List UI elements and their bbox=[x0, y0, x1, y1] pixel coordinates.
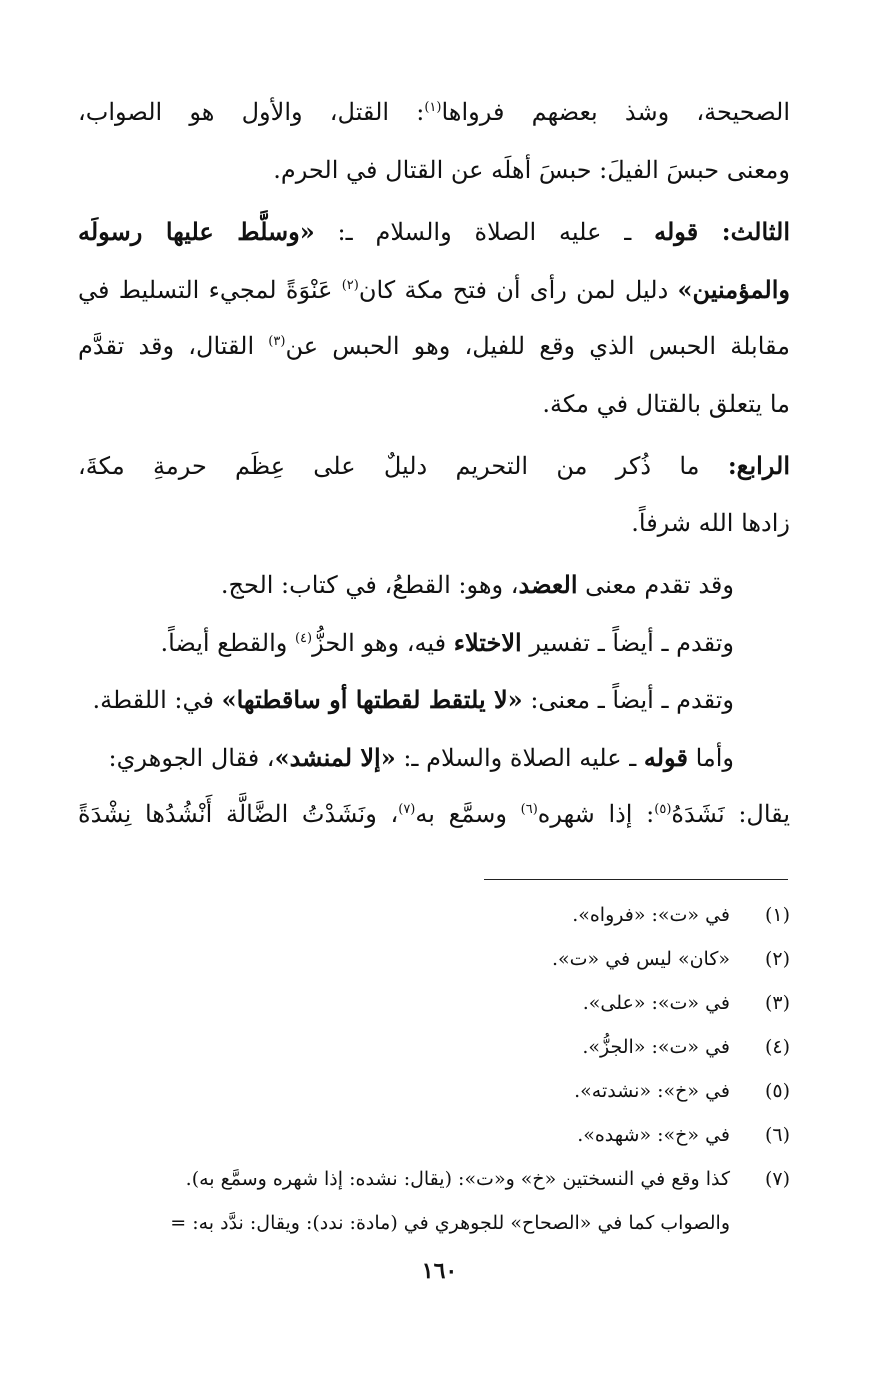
line-10-text: وتقدم ـ أيضاً ـ تفسير bbox=[521, 628, 734, 657]
footnote-text: كذا وقع في النسختين «خ» و«ت»: (يقال: نشده: إذا شهره وسمَّع به). bbox=[185, 1168, 730, 1190]
line-12-text: وأما bbox=[687, 743, 734, 772]
line-9-rest: ، وهو: القطعُ، في كتاب: الحج. bbox=[220, 571, 519, 599]
footnote-3 bbox=[78, 981, 790, 1025]
text-line-3 bbox=[78, 203, 790, 261]
line-9-text: وقد تقدم معنى bbox=[577, 571, 734, 599]
line-13-mid-2: وسمَّع به bbox=[415, 800, 521, 828]
heading-third: الثالث: قوله bbox=[654, 217, 790, 246]
footnote-6 bbox=[78, 1113, 790, 1157]
line-3-text: ـ عليه الصلاة والسلام ـ: bbox=[314, 218, 655, 246]
footnote-5 bbox=[78, 1069, 790, 1113]
footnote-2 bbox=[78, 937, 790, 981]
line-4-rest: عَنْوَةً لمجيء التسليط في bbox=[78, 275, 342, 304]
footnote-number: (٧) bbox=[764, 1168, 790, 1190]
line-5-text: مقابلة الحبس الذي وقع للفيل، وهو الحبس عن bbox=[285, 332, 790, 360]
qawluhu-bold: قوله bbox=[643, 742, 688, 772]
footnote-ref-7: (٧) bbox=[398, 802, 416, 817]
text-line-2 bbox=[78, 142, 790, 200]
footnote-number: (٥) bbox=[764, 1080, 790, 1102]
footnote-text: في «ت»: «على». bbox=[582, 992, 730, 1014]
page-number: ١٦٠ bbox=[421, 1258, 458, 1284]
footnote-number: (٦) bbox=[764, 1124, 790, 1146]
footnote-4 bbox=[78, 1025, 790, 1069]
line-11-text: وتقدم ـ أيضاً ـ معنى: bbox=[522, 686, 734, 714]
line-8-text: زادها الله شرفاً. bbox=[631, 508, 790, 537]
footnote-ref-1: (١) bbox=[424, 100, 442, 115]
footnote-1 bbox=[78, 893, 790, 937]
text-line-12 bbox=[78, 729, 790, 787]
line-12-mid: ـ عليه الصلاة والسلام ـ: bbox=[395, 743, 644, 772]
text-line-8 bbox=[78, 495, 790, 553]
heading-fourth: الرابع: bbox=[727, 451, 790, 480]
line-13-text: يقال: نَشَدَهُ bbox=[671, 800, 790, 828]
main-text bbox=[78, 84, 790, 844]
footnote-text: في «خ»: «شهده». bbox=[577, 1124, 730, 1146]
footnote-7-continuation: والصواب كما في «الصحاح» للجوهري في (مادة: ندد): ويقال: ندَّد به: = bbox=[170, 1212, 730, 1234]
text-line-6 bbox=[78, 376, 790, 434]
footnote-separator bbox=[484, 879, 788, 880]
line-12-rest: ، فقال الجوهري: bbox=[108, 743, 275, 772]
text-line-7 bbox=[78, 437, 790, 495]
footnote-text: «كان» ليس في «ت». bbox=[552, 948, 730, 970]
term-ikhtila: الاختلاء bbox=[453, 627, 522, 657]
footnote-number: (٣) bbox=[764, 992, 790, 1014]
footnote-number: (١) bbox=[764, 904, 790, 926]
footnote-number: (٤) bbox=[764, 1036, 790, 1058]
line-7-text: ما ذُكر من التحريم دليلٌ على عِظَم حرمةِ مكةَ، bbox=[78, 452, 728, 480]
hadith-quote-2: «لا يلتقط لقطتها أو ساقطتها» bbox=[221, 685, 523, 714]
line-10-rest: والقطع أيضاً. bbox=[160, 628, 295, 657]
line-10-mid: فيه، وهو الحزُّ bbox=[312, 628, 454, 657]
footnote-text: في «ت»: «الجزُّ». bbox=[582, 1036, 730, 1058]
line-4-text: دليل لمن رأى أن فتح مكة كان bbox=[358, 275, 678, 304]
text-line-5 bbox=[78, 318, 790, 376]
footnote-ref-2: (٢) bbox=[341, 277, 359, 293]
footnotes bbox=[78, 893, 790, 1245]
text-line-10 bbox=[78, 614, 790, 672]
hadith-quote-3: «إلا لمنشد» bbox=[274, 742, 396, 772]
hadith-quote-1-end: والمؤمنين» bbox=[677, 274, 790, 304]
footnote-number: (٢) bbox=[764, 948, 790, 970]
line-5-rest: القتال، وقد تقدَّم bbox=[78, 332, 269, 360]
line-13-rest: ، ونَشَدْتُ الضَّالَّة أَنْشُدُها نِشْدَةً bbox=[78, 800, 399, 828]
footnote-ref-4: (٤) bbox=[294, 630, 313, 646]
line-13-mid-1: : إذا شهره bbox=[537, 800, 655, 828]
text-line-11 bbox=[78, 671, 790, 729]
text-line-9 bbox=[78, 556, 790, 614]
text-line-13 bbox=[78, 786, 790, 844]
line-1-text: الصحيحة، وشذ بعضهم فرواها bbox=[441, 98, 790, 126]
footnote-text: في «ت»: «فرواه». bbox=[572, 904, 730, 926]
hadith-quote-1: «وسلَّط عليها رسولَه bbox=[78, 217, 315, 246]
footnote-text: في «خ»: «نشدته». bbox=[574, 1080, 730, 1102]
line-2-text: ومعنى حبسَ الفيلَ: حبسَ أهلَه عن القتال في الحرم. bbox=[273, 155, 790, 184]
footnote-7 bbox=[78, 1157, 790, 1201]
text-line-1 bbox=[78, 84, 790, 142]
line-6-text: ما يتعلق بالقتال في مكة. bbox=[542, 389, 790, 418]
term-adud: العضد bbox=[518, 570, 578, 599]
footnote-ref-3: (٣) bbox=[268, 334, 286, 349]
line-11-rest: في: اللقطة. bbox=[92, 686, 222, 714]
footnote-ref-6: (٦) bbox=[520, 802, 538, 817]
line-1-rest: : القتل، والأول هو الصواب، bbox=[78, 98, 425, 126]
footnote-ref-5: (٥) bbox=[654, 802, 672, 817]
text-line-4 bbox=[78, 261, 790, 319]
